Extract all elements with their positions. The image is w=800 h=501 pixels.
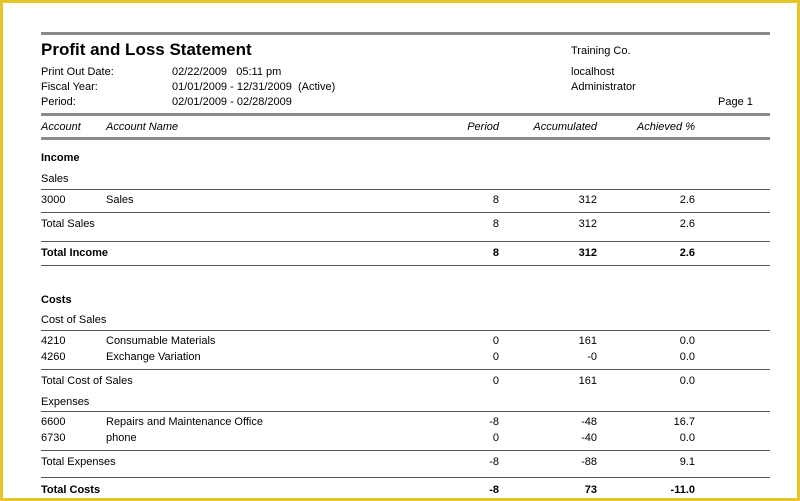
total-expenses-row: [3, 456, 797, 470]
divider: [41, 477, 770, 478]
sales-group-heading: Sales: [41, 173, 69, 185]
period-value: -8: [489, 416, 499, 428]
column-header-top-rule: [41, 113, 770, 116]
column-header-bottom-rule: [41, 137, 770, 140]
costs-heading: Costs: [41, 294, 72, 306]
period-value: 8: [492, 218, 499, 230]
total-sales-row: [3, 218, 797, 232]
achieved-value: 2.6: [679, 218, 695, 230]
accumulated-value: -48: [581, 416, 597, 428]
achieved-value: 0.0: [679, 432, 695, 444]
divider: [41, 241, 770, 242]
page-number: Page 1: [718, 96, 753, 108]
accumulated-value: 312: [578, 247, 597, 259]
achieved-value: 2.6: [679, 247, 695, 259]
page-title: Profit and Loss Statement: [41, 40, 252, 59]
host-name: localhost: [571, 66, 615, 78]
col-accumulated: Accumulated: [533, 121, 597, 133]
print-date-label: Print Out Date:: [41, 66, 114, 78]
col-account-name: Account Name: [106, 121, 179, 133]
cost-of-sales-group-heading: Cost of Sales: [41, 314, 107, 326]
total-cost-of-sales-row: [3, 375, 797, 389]
period-value: 8: [492, 194, 499, 206]
account-number: 6600: [41, 416, 66, 428]
achieved-value: 9.1: [679, 456, 695, 468]
divider: [41, 265, 770, 266]
income-heading: Income: [41, 152, 80, 164]
account-number: 4260: [41, 351, 66, 363]
account-name: Exchange Variation: [106, 351, 201, 363]
total-income-row: [3, 247, 797, 261]
account-number: 6730: [41, 432, 66, 444]
table-row: [3, 335, 797, 349]
period-value: 0: [492, 375, 499, 387]
total-label: Total Costs: [41, 484, 101, 496]
account-number: 4210: [41, 335, 66, 347]
divider: [41, 411, 770, 412]
period-value: -8: [489, 456, 499, 468]
account-name: Sales: [106, 194, 134, 206]
accumulated-value: 73: [584, 484, 597, 496]
company-name: Training Co.: [571, 45, 631, 57]
period-label: Period:: [41, 96, 76, 108]
account-name: Repairs and Maintenance Office: [106, 416, 263, 428]
accumulated-value: 161: [578, 375, 597, 387]
total-label: Total Sales: [41, 218, 95, 230]
total-label: Total Expenses: [41, 456, 116, 468]
period-value: 0: [492, 351, 499, 363]
account-name: phone: [106, 432, 137, 444]
divider: [41, 369, 770, 370]
account-number: 3000: [41, 194, 66, 206]
period-value: 02/01/2009 - 02/28/2009: [172, 96, 292, 108]
col-period: Period: [467, 121, 499, 133]
account-name: Consumable Materials: [106, 335, 216, 347]
total-label: Total Income: [41, 247, 109, 259]
accumulated-value: -40: [581, 432, 597, 444]
divider: [41, 189, 770, 190]
user-name: Administrator: [571, 81, 636, 93]
total-costs-row: [3, 484, 797, 498]
achieved-value: 0.0: [679, 335, 695, 347]
achieved-value: -11.0: [670, 484, 695, 496]
accumulated-value: 161: [578, 335, 597, 347]
expenses-group-heading: Expenses: [41, 396, 90, 408]
col-achieved: Achieved %: [636, 121, 695, 133]
fiscal-year-value: 01/01/2009 - 12/31/2009 (Active): [172, 81, 336, 93]
print-date-value: 02/22/2009 05:11 pm: [172, 66, 282, 78]
divider: [41, 450, 770, 451]
divider: [41, 212, 770, 213]
achieved-value: 0.0: [679, 375, 695, 387]
total-label: Total Cost of Sales: [41, 375, 133, 387]
top-rule: [41, 32, 770, 35]
table-row: [3, 351, 797, 365]
accumulated-value: 312: [578, 194, 597, 206]
table-row: [3, 416, 797, 430]
accumulated-value: -0: [587, 351, 597, 363]
achieved-value: 2.6: [679, 194, 695, 206]
table-row: [3, 194, 797, 208]
fiscal-year-label: Fiscal Year:: [41, 81, 98, 93]
period-value: 8: [492, 247, 499, 259]
achieved-value: 16.7: [673, 416, 695, 428]
period-value: 0: [492, 432, 499, 444]
period-value: 0: [492, 335, 499, 347]
table-row: [3, 432, 797, 446]
achieved-value: 0.0: [679, 351, 695, 363]
divider: [41, 330, 770, 331]
period-value: -8: [489, 484, 499, 496]
accumulated-value: 312: [578, 218, 597, 230]
accumulated-value: -88: [581, 456, 597, 468]
col-account: Account: [41, 121, 81, 133]
